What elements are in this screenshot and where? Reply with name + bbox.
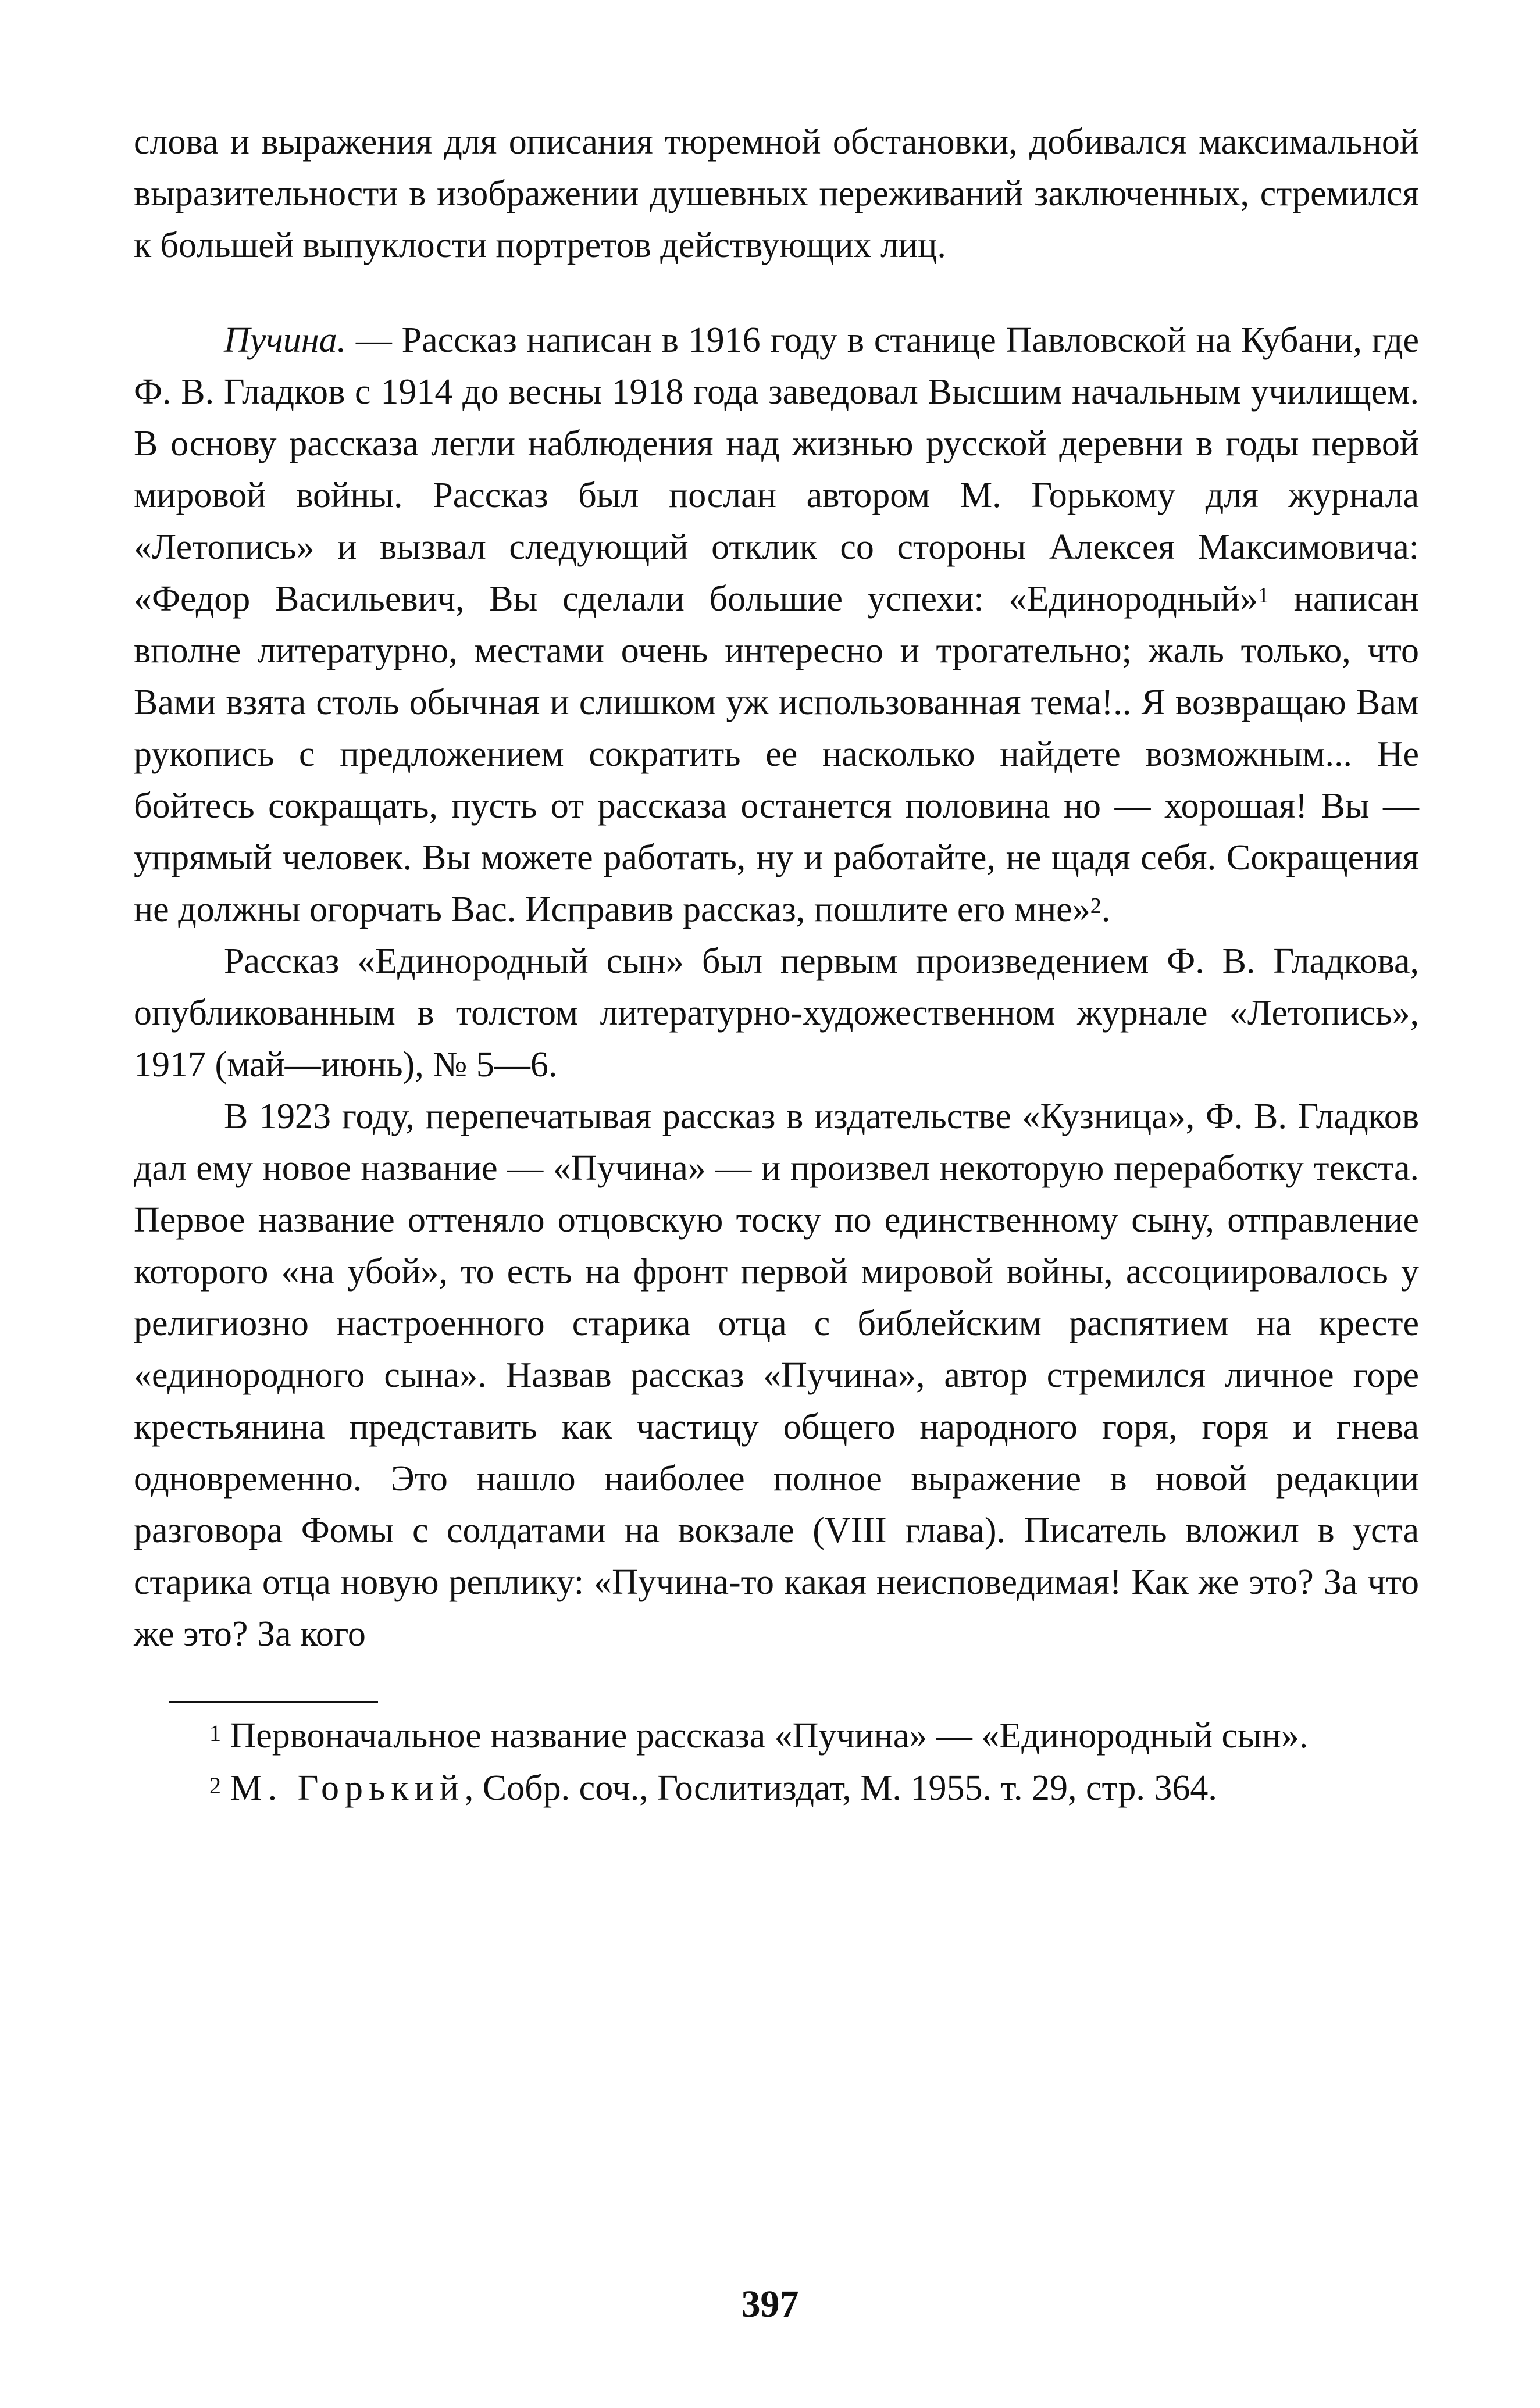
page-body (134, 116, 1419, 1807)
paragraph-1923-edition: В 1923 году, перепечатывая рассказ в издательстве «Кузница», Ф. В. Гладков дал ему новое название — «Пучина» — и произвел некоторую переработку текста. Первое название оттеняло отцовскую тоску по единственному сыну, отправление которого «на убой», то есть на фронт первой мировой войны, ассоциировалось у религиозно настроенного старика отца с библейским распятием на кресте «единородного сына». Назвав рассказ «Пучина», автор стремился личное горе крестьянина представить как частицу общего народного горя, горя и гнева одновременно. Это нашло наиболее полное выражение в новой редакции разговора Фомы с солдатами на вокзале (VIII глава). Писатель вложил в уста старика отца новую реплику: «Пучина-то какая неисповедимая! Как же это? За что же это? За кого (134, 1097, 1419, 1654)
footnote-mark: 2 (209, 1772, 221, 1799)
footnote-mark: 1 (209, 1720, 221, 1746)
footnote-text: , Собр. соч., Гослитиздат, М. 1955. т. 29, стр. 364. (464, 1768, 1217, 1808)
paragraph-first-publication: Рассказ «Единородный сын» был первым произведением Ф. В. Гладкова, опубликованным в толстом литературно-художественном журнале «Летопись», 1917 (май—июнь), № 5—6. (134, 941, 1419, 1085)
paragraph-text: написан вполне литературно, местами очень интересно и трогательно; жаль только, что Вами взята столь обычная и слишком уж использованная тема!.. Я возвращаю Вам рукопись с предложением сократить ее насколько найдете возможным... Не бойтесь сокращать, пусть от рассказа останется половина но — хорошая! Вы — упрямый человек. Вы можете работать, ну и работайте, не щадя себя. Сокращения не должны огорчать Вас. Исправив рассказ, пошлите его мне» (134, 579, 1419, 929)
footnote-2 (134, 1769, 1419, 1807)
page-number: 397 (741, 2283, 799, 2325)
paragraph-text: — Рассказ написан в 1916 году в станице Павловской на Кубани, где Ф. В. Гладков с 1914 до весны 1918 года заведовал Высшим начальным училищем. В основу рассказа легли наблюдения над жизнью русской деревни в годы первой мировой войны. Рассказ был послан автором М. Горькому для журнала «Летопись» и вызвал следующий отклик со стороны Алексея Максимовича: «Федор Васильевич, Вы сделали большие успехи: «Единородный» (134, 320, 1419, 619)
footnote-ref-2: 2 (1090, 894, 1101, 918)
footnote-ref-1: 1 (1257, 583, 1269, 608)
paragraph-puchina-commentary (134, 315, 1419, 936)
footnote-1 (134, 1717, 1419, 1755)
footnote-text: Первоначальное название рассказа «Пучина» — «Единородный сын». (221, 1716, 1309, 1756)
paragraph-continuation: слова и выражения для описания тюремной обстановки, добивался максимальной выразительности в изображении душевных переживаний заключенных, стремился к большей выпуклости портретов действующих лиц. (134, 122, 1419, 265)
footnote-divider (169, 1701, 378, 1703)
work-title: Пучина. (224, 320, 347, 360)
footnote-author: М. Горький (230, 1768, 465, 1808)
paragraph-text: . (1101, 890, 1111, 929)
